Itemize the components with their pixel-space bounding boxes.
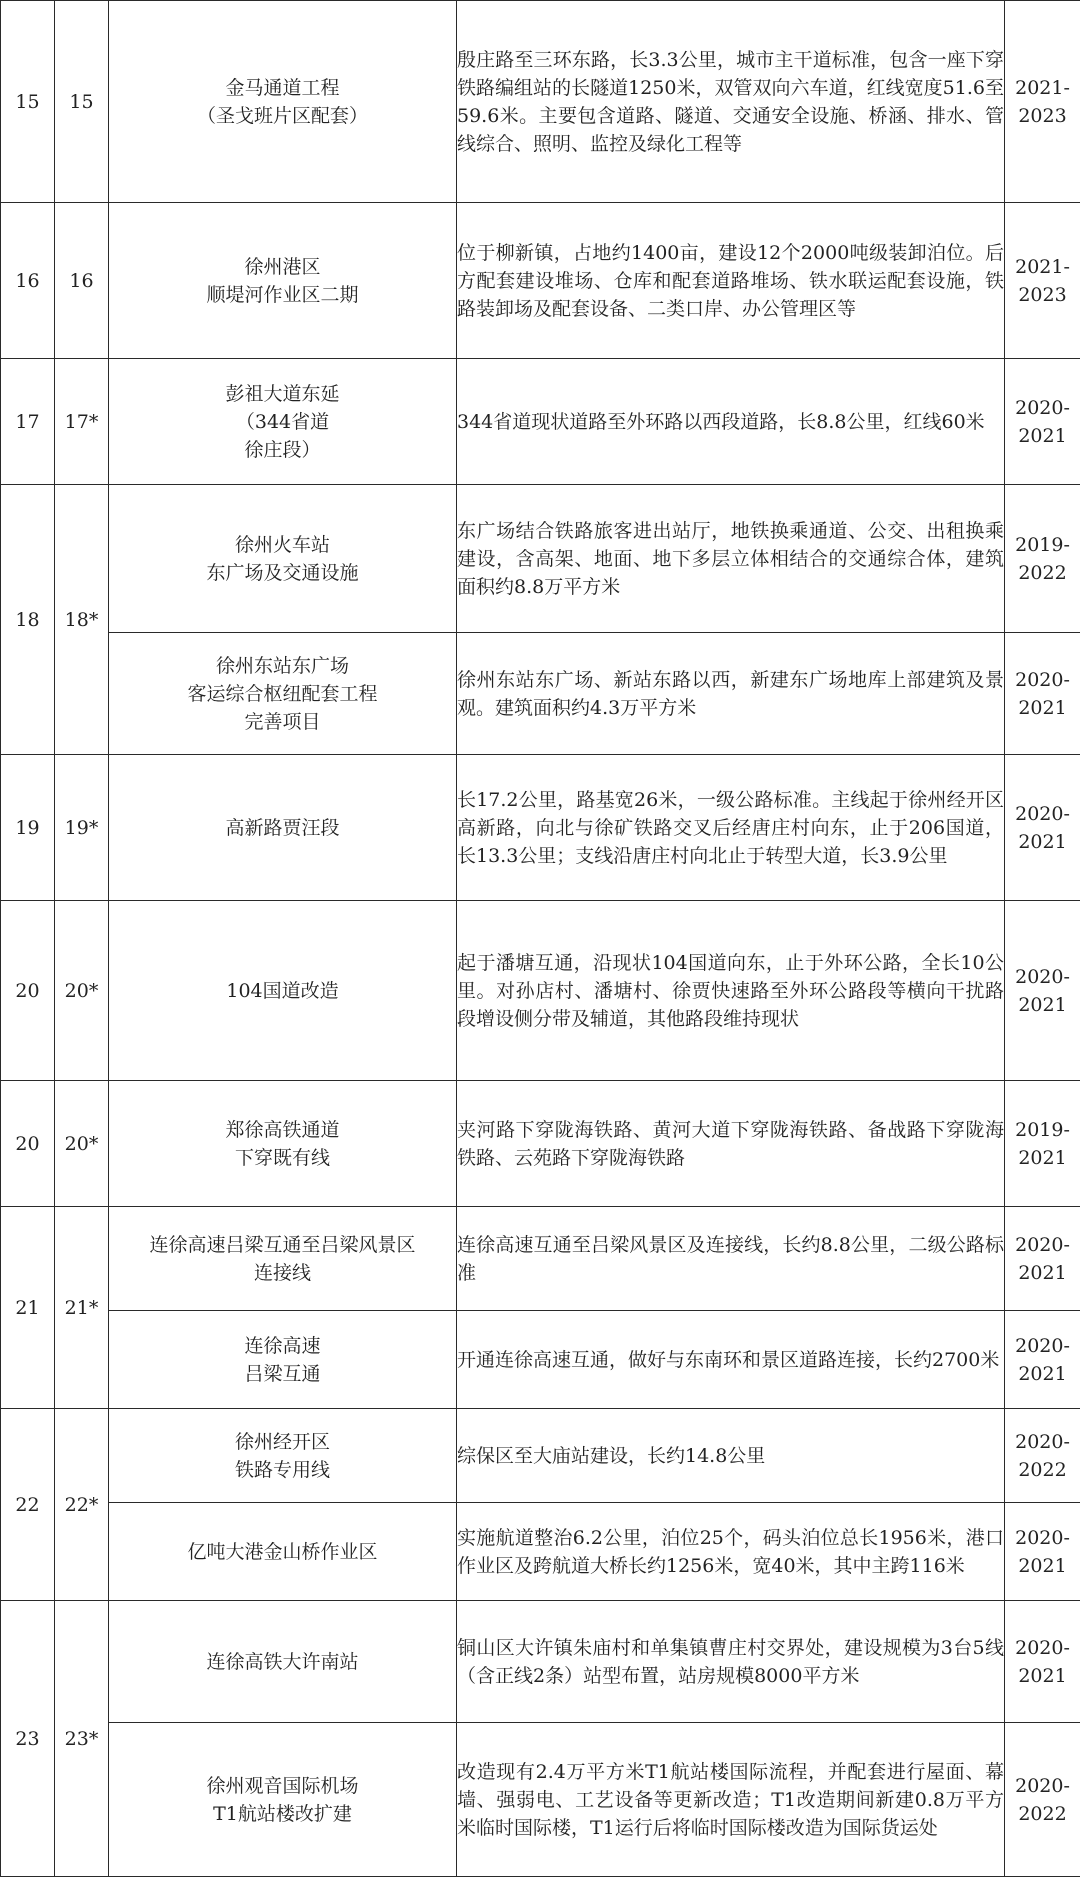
- project-years-cell: 2020-2021: [1005, 359, 1080, 485]
- project-number-cell: 15: [55, 1, 109, 203]
- project-number-cell: 23*: [55, 1601, 109, 1877]
- seq-cell: 21: [1, 1207, 55, 1409]
- seq-cell: 17: [1, 359, 55, 485]
- seq-cell: 15: [1, 1, 55, 203]
- project-number-cell: 16: [55, 203, 109, 359]
- project-name-line: 104国道改造: [109, 977, 456, 1005]
- project-number-cell: 19*: [55, 755, 109, 901]
- table-row: [1, 755, 1080, 901]
- project-name-cell: [109, 633, 457, 755]
- project-description-cell: 开通连徐高速互通，做好与东南环和景区道路连接，长约2700米: [457, 1311, 1005, 1409]
- project-name-cell: [109, 1409, 457, 1503]
- project-description-cell: 长17.2公里，路基宽26米，一级公路标准。主线起于徐州经开区高新路，向北与徐矿铁路交叉后经唐庄村向东，止于206国道，长13.3公里；支线沿唐庄村向北止于转型大道，长3.9公里: [457, 755, 1005, 901]
- project-number-cell: 17*: [55, 359, 109, 485]
- project-name-line: 亿吨大港金山桥作业区: [109, 1538, 456, 1566]
- project-name-line: 彭祖大道东延: [109, 380, 456, 408]
- seq-cell: 18: [1, 485, 55, 755]
- project-name-cell: [109, 755, 457, 901]
- table-row: [1, 901, 1080, 1081]
- project-years-cell: 2020-2021: [1005, 1311, 1080, 1409]
- table-row: [1, 359, 1080, 485]
- project-description-cell: 连徐高速互通至吕梁风景区及连接线，长约8.8公里，二级公路标准: [457, 1207, 1005, 1311]
- project-name-cell: [109, 1207, 457, 1311]
- project-name-line: 铁路专用线: [109, 1456, 456, 1484]
- seq-cell: 22: [1, 1409, 55, 1601]
- project-number-cell: 21*: [55, 1207, 109, 1409]
- table-row: [1, 203, 1080, 359]
- table-row: [1, 485, 1080, 633]
- project-name-cell: [109, 1503, 457, 1601]
- project-name-line: 客运综合枢纽配套工程: [109, 680, 456, 708]
- project-description-cell: 铜山区大许镇朱庙村和单集镇曹庄村交界处，建设规模为3台5线（含正线2条）站型布置，站房规模8000平方米: [457, 1601, 1005, 1723]
- seq-cell: 20: [1, 1081, 55, 1207]
- project-number-cell: 18*: [55, 485, 109, 755]
- project-description-cell: 综保区至大庙站建设，长约14.8公里: [457, 1409, 1005, 1503]
- project-number-cell: 20*: [55, 901, 109, 1081]
- project-name-cell: [109, 1081, 457, 1207]
- project-name-line: 连接线: [109, 1259, 456, 1287]
- project-years-cell: 2019-2022: [1005, 485, 1080, 633]
- table-row: [1, 1, 1080, 203]
- project-years-cell: 2020-2021: [1005, 1503, 1080, 1601]
- project-name-cell: [109, 359, 457, 485]
- table-row: [1, 1503, 1080, 1601]
- project-description-cell: 徐州东站东广场、新站东路以西，新建东广场地库上部建筑及景观。建筑面积约4.3万平方米: [457, 633, 1005, 755]
- project-name-line: 郑徐高铁通道: [109, 1116, 456, 1144]
- project-name-cell: [109, 1, 457, 203]
- seq-cell: 23: [1, 1601, 55, 1877]
- project-name-line: 完善项目: [109, 708, 456, 736]
- project-name-cell: [109, 1311, 457, 1409]
- project-name-line: 吕梁互通: [109, 1360, 456, 1388]
- project-name-line: 东广场及交通设施: [109, 559, 456, 587]
- table-row: [1, 633, 1080, 755]
- project-name-line: 金马通道工程: [109, 74, 456, 102]
- project-name-line: 顺堤河作业区二期: [109, 281, 456, 309]
- project-name-cell: [109, 485, 457, 633]
- project-name-cell: [109, 1601, 457, 1723]
- project-years-cell: 2020-2021: [1005, 1601, 1080, 1723]
- project-name-line: 徐州港区: [109, 253, 456, 281]
- project-years-cell: 2020-2021: [1005, 901, 1080, 1081]
- project-name-cell: [109, 203, 457, 359]
- table-row: [1, 1601, 1080, 1723]
- seq-cell: 16: [1, 203, 55, 359]
- seq-cell: 19: [1, 755, 55, 901]
- project-description-cell: 起于潘塘互通，沿现状104国道向东，止于外环公路，全长10公里。对孙店村、潘塘村、徐贾快速路至外环公路段等横向干扰路段增设侧分带及辅道，其他路段维持现状: [457, 901, 1005, 1081]
- project-number-cell: 22*: [55, 1409, 109, 1601]
- project-name-line: （344省道: [109, 408, 456, 436]
- project-years-cell: 2021-2023: [1005, 203, 1080, 359]
- project-years-cell: 2020-2021: [1005, 633, 1080, 755]
- project-name-line: 徐州火车站: [109, 531, 456, 559]
- project-name-line: （圣戈班片区配套）: [109, 102, 456, 130]
- project-description-cell: 夹河路下穿陇海铁路、黄河大道下穿陇海铁路、备战路下穿陇海铁路、云苑路下穿陇海铁路: [457, 1081, 1005, 1207]
- project-name-line: 徐庄段）: [109, 436, 456, 464]
- project-years-cell: 2019-2021: [1005, 1081, 1080, 1207]
- project-years-cell: 2020-2022: [1005, 1723, 1080, 1877]
- project-name-line: 下穿既有线: [109, 1144, 456, 1172]
- seq-cell: 20: [1, 901, 55, 1081]
- project-name-cell: [109, 1723, 457, 1877]
- project-years-cell: 2021-2023: [1005, 1, 1080, 203]
- project-description-cell: 殷庄路至三环东路，长3.3公里，城市主干道标准，包含一座下穿铁路编组站的长隧道1250米，双管双向六车道，红线宽度51.6至59.6米。主要包含道路、隧道、交通安全设施、桥涵、排水、管线综合、照明、监控及绿化工程等: [457, 1, 1005, 203]
- project-description-cell: 实施航道整治6.2公里，泊位25个，码头泊位总长1956米，港口作业区及跨航道大桥长约1256米，宽40米，其中主跨116米: [457, 1503, 1005, 1601]
- project-name-line: 连徐高速吕梁互通至吕梁风景区: [109, 1231, 456, 1259]
- project-name-line: 连徐高速: [109, 1332, 456, 1360]
- project-years-cell: 2020-2021: [1005, 755, 1080, 901]
- table-row: [1, 1081, 1080, 1207]
- project-description-cell: 东广场结合铁路旅客进出站厅，地铁换乘通道、公交、出租换乘建设，含高架、地面、地下多层立体相结合的交通综合体，建筑面积约8.8万平方米: [457, 485, 1005, 633]
- project-name-line: 徐州东站东广场: [109, 652, 456, 680]
- project-description-cell: 改造现有2.4万平方米T1航站楼国际流程，并配套进行屋面、幕墙、强弱电、工艺设备等更新改造；T1改造期间新建0.8万平方米临时国际楼，T1运行后将临时国际楼改造为国际货运处: [457, 1723, 1005, 1877]
- project-years-cell: 2020-2021: [1005, 1207, 1080, 1311]
- project-name-line: T1航站楼改扩建: [109, 1800, 456, 1828]
- project-description-cell: 位于柳新镇，占地约1400亩，建设12个2000吨级装卸泊位。后方配套建设堆场、仓库和配套道路堆场、铁水联运配套设施，铁路装卸场及配套设备、二类口岸、办公管理区等: [457, 203, 1005, 359]
- project-name-cell: [109, 901, 457, 1081]
- project-name-line: 连徐高铁大许南站: [109, 1648, 456, 1676]
- table-row: [1, 1311, 1080, 1409]
- project-number-cell: 20*: [55, 1081, 109, 1207]
- table-row: [1, 1409, 1080, 1503]
- project-years-cell: 2020-2022: [1005, 1409, 1080, 1503]
- table-row: [1, 1207, 1080, 1311]
- project-name-line: 徐州观音国际机场: [109, 1772, 456, 1800]
- project-description-cell: 344省道现状道路至外环路以西段道路，长8.8公里，红线60米: [457, 359, 1005, 485]
- table-row: [1, 1723, 1080, 1877]
- project-name-line: 徐州经开区: [109, 1428, 456, 1456]
- project-name-line: 高新路贾汪段: [109, 814, 456, 842]
